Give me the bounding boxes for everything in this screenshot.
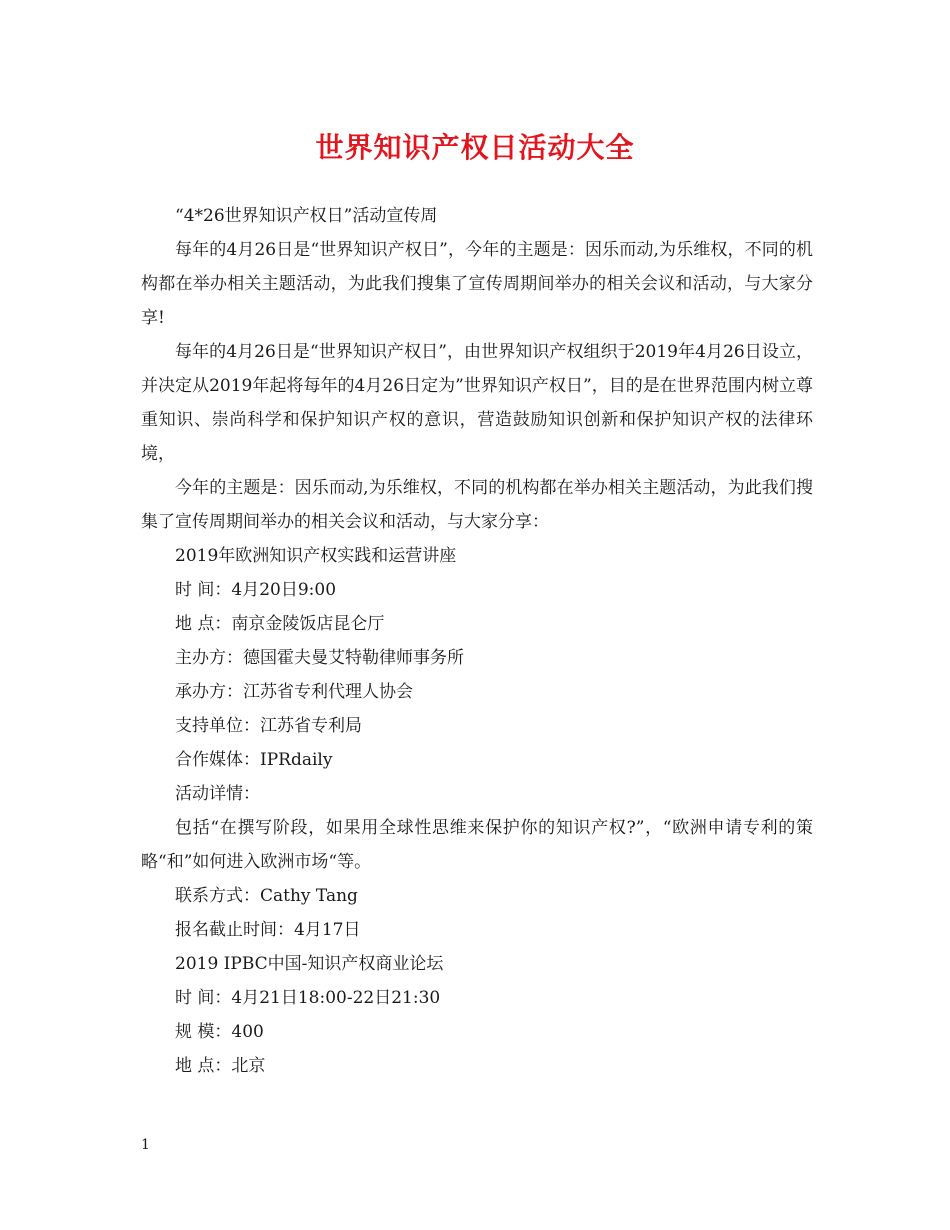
event-2-title: 2019 IPBC中国-知识产权商业论坛 — [175, 954, 444, 974]
event-2-location: 地 点：北京 — [175, 1056, 266, 1076]
event-2-time: 时 间：4月21日18:00-22日21:30 — [175, 988, 441, 1008]
document-body — [141, 199, 813, 1083]
paragraph-theme: 今年的主题是：因乐而动,为乐维权，不同的机构都在举办相关主题活动，为此我们搜集了宣传周期间举办的相关会议和活动，与大家分享： — [141, 478, 813, 532]
paragraph-intro: 每年的4月26日是“世界知识产权日”，今年的主题是：因乐而动,为乐维权，不同的机构都在举办相关主题活动，为此我们搜集了宣传周期间举办的相关会议和活动，与大家分享! — [141, 240, 813, 328]
event-1-deadline: 报名截止时间：4月17日 — [175, 920, 361, 940]
event-2-scale: 规 模：400 — [175, 1022, 264, 1042]
event-1-media-partner: 合作媒体：IPRdaily — [175, 750, 333, 770]
event-1-supporter: 支持单位：江苏省专利局 — [175, 716, 362, 736]
event-1-details: 包括“在撰写阶段，如果用全球性思维来保护你的知识产权?”，“欧洲申请专利的策略“和”如何进入欧洲市场“等。 — [141, 818, 813, 872]
event-1-details-label: 活动详情： — [175, 784, 260, 804]
event-1-host: 承办方：江苏省专利代理人协会 — [175, 682, 413, 702]
event-1-contact: 联系方式：Cathy Tang — [175, 886, 358, 906]
page-number: 1 — [141, 1137, 150, 1153]
event-1-title: 2019年欧洲知识产权实践和运营讲座 — [175, 546, 457, 566]
paragraph-background: 每年的4月26日是“世界知识产权日”，由世界知识产权组织于2019年4月26日设立，并决定从2019年起将每年的4月26日定为”世界知识产权日”，目的是在世界范围内树立尊重知识、崇尚科学和保护知识产权的意识，营造鼓励知识创新和保护知识产权的法律环境， — [141, 342, 813, 464]
event-1-time: 时 间：4月20日9:00 — [175, 580, 337, 600]
event-1-location: 地 点：南京金陵饭店昆仑厅 — [175, 614, 385, 634]
event-1-organizer: 主办方：德国霍夫曼艾特勒律师事务所 — [175, 648, 464, 668]
document-title: 世界知识产权日活动大全 — [315, 131, 635, 164]
paragraph-event-week-heading: “4*26世界知识产权日”活动宣传周 — [175, 206, 438, 226]
